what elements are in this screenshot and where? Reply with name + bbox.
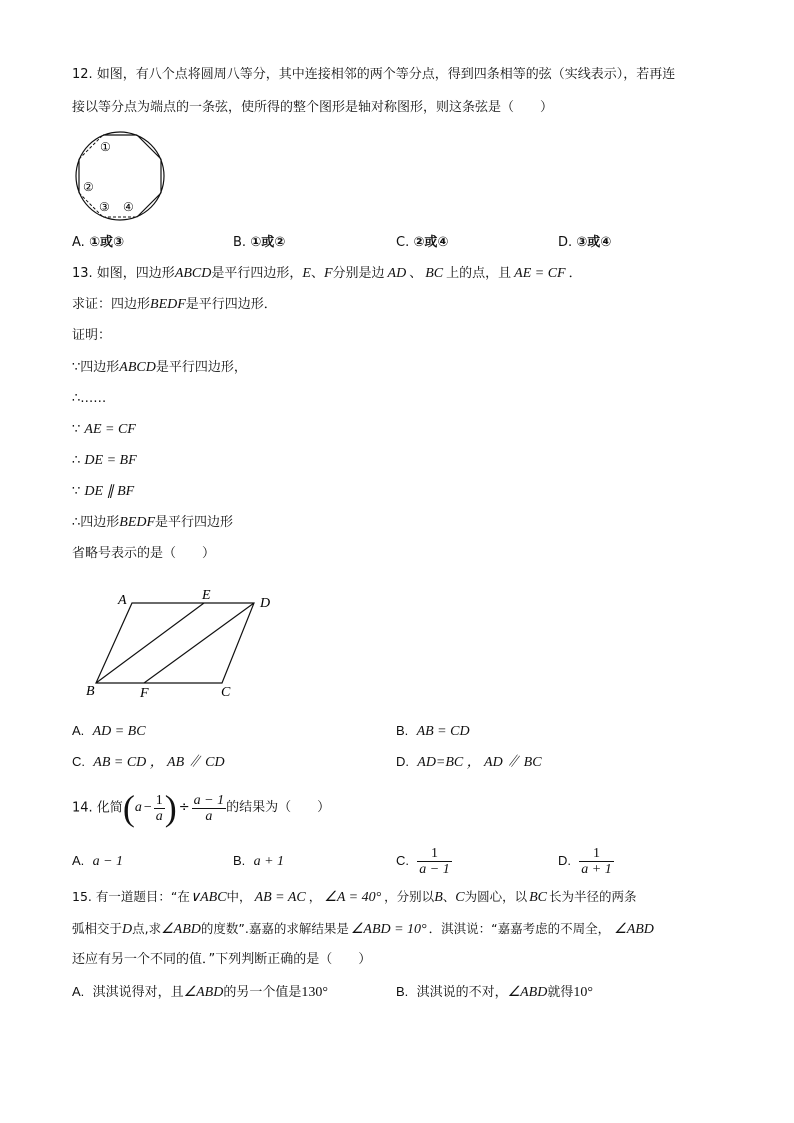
q13-step-5 [72,483,134,501]
math: ∠A = 40° [324,890,382,905]
q13-step-4 [72,452,137,470]
q14-option-b[interactable] [233,852,284,871]
numerator: 1 [417,846,451,862]
text: 是平行四边形 [155,515,234,530]
q13-parallelogram-figure [82,583,282,703]
q12-option-a[interactable] [72,234,124,252]
label-e: E [202,588,211,603]
denominator: a + 1 [581,861,612,877]
text: 的结果为（ ） [226,800,331,815]
option-letter: C. [396,853,409,868]
q14-option-c[interactable] [396,842,452,881]
q12-option-d[interactable] [558,234,611,252]
math: D [122,922,133,937]
text: ∵四边形 [72,360,120,375]
text: 的另一个值是 [223,985,302,1000]
q12-octagon-circle-figure [68,130,172,222]
text: 、 [310,266,324,281]
text: 长为半径的两条 [549,889,637,904]
text: 淇淇说的不对， [416,985,508,1000]
text: ∴ [72,453,81,468]
text: 是平行四边形， [211,266,303,281]
math: − [143,800,152,815]
math: 130° [301,985,328,1000]
denominator: a [155,808,163,824]
math: F [323,266,333,281]
option-letter: A. [72,235,85,250]
q13-step-6 [72,514,233,532]
option-text: ①或② [250,235,286,250]
q13-step-2: ∴…… [72,391,107,406]
q13-prove-line [72,296,277,314]
text: 、 [442,889,456,904]
math: ∠ABD [507,985,548,1000]
q13-option-d[interactable] [396,753,542,772]
math: BEDF [119,515,156,530]
chord-right-top [137,135,161,159]
option-fraction [579,846,613,877]
text: 中， [226,889,252,904]
q14-line [72,788,330,829]
denominator: a [205,808,213,824]
label-4: ④ [123,200,134,214]
option-text: AD = BC [92,724,146,739]
option-letter: B. [396,723,409,738]
q15-option-a[interactable] [72,983,328,1002]
option-text: AD=BC ， AD ∥ BC [417,755,542,770]
text: 是平行四边形． [185,297,277,312]
circle [76,132,164,220]
text: 就得 [547,985,574,1000]
q13-step-1 [72,359,247,377]
q15-line-3: 还应有另一个不同的值．”下列判断正确的是（ ） [72,952,372,967]
option-letter: B. [233,235,247,250]
math: AE = CF [84,422,136,437]
divide-sign: ÷ [178,800,190,815]
math: ABCD [119,360,156,375]
q12-line-2: 接以等分点为端点的一条弦，使所得的整个图形是轴对称图形，则这条弦是（ ） [72,100,554,115]
option-letter: D. [396,754,409,769]
q12-option-c[interactable] [396,234,448,252]
option-letter: B. [233,853,246,868]
right-paren: ) [164,788,177,828]
q15-line-1 [72,888,637,907]
q13-question: 省略号表示的是（ ） [72,546,216,561]
text: ∵ [72,422,81,437]
math: ∨ABC [189,890,227,905]
option-letter: D. [558,853,571,868]
math: BC [425,266,444,281]
q12-option-b[interactable] [233,234,285,252]
q13-proof-label: 证明： [72,328,112,343]
left-paren: ( [122,788,135,828]
option-letter: D. [558,235,573,250]
text: ∴四边形 [72,515,120,530]
math: DE = BF [84,453,137,468]
option-text: a − 1 [92,854,124,869]
math: ∠ABD [161,922,201,937]
text: 、 [409,266,423,281]
option-text: ①或③ [88,235,124,250]
math: B [434,890,443,905]
option-letter: A. [72,853,85,868]
text: 求证：四边形 [72,297,151,312]
parallelogram [96,603,254,683]
segment-be [96,603,204,683]
text: 14. 化简 [72,800,123,816]
option-text: AB = CD ， AB ∥ CD [93,755,225,770]
math: BEDF [150,297,186,312]
option-letter: C. [396,235,410,250]
option-letter: A. [72,984,85,999]
text: ， [308,889,322,904]
label-a: A [118,593,127,608]
text: 是平行四边形， [155,360,247,375]
label-f: F [140,686,149,701]
text: ，分别以 [384,889,435,904]
q13-option-a[interactable] [72,722,146,741]
option-text: ②或④ [413,235,449,250]
fraction-a-minus-1-over-a [192,793,226,824]
q13-option-c[interactable] [72,753,225,772]
math: BC [529,890,548,905]
option-letter: A. [72,723,85,738]
numerator: 1 [579,846,613,862]
math: a [134,800,142,815]
label-b: B [86,684,95,699]
text: 弧相交于 [72,921,123,936]
label-2: ② [83,180,94,194]
q13-option-b[interactable] [396,722,470,741]
q13-step-3 [72,421,136,439]
math: C [455,890,465,905]
text: 点,求 [132,921,162,936]
text: ．淇淇说：“嘉嘉考虑的不周全， [428,921,611,936]
math: DE ∥ BF [84,484,135,499]
math: AE = CF [514,266,566,281]
text: 为圆心，以 [464,889,528,904]
fraction-1-over-a [154,793,165,824]
q15-line-2 [72,920,654,939]
text: ∵ [72,484,81,499]
text: 分别是边 [332,266,385,281]
option-fraction [417,846,451,877]
q13-line-1 [72,265,582,283]
math: ∠ABD [183,985,224,1000]
math: E [302,266,311,281]
label-d: D [260,596,271,611]
numerator: a − 1 [193,792,225,808]
label-1: ① [100,140,111,154]
math: AD [387,266,407,281]
text: 13. 如图，四边形 [72,266,175,281]
chord-right-bottom [137,193,161,217]
numerator: 1 [155,792,163,808]
label-3: ③ [99,200,110,214]
option-letter: C. [72,754,85,769]
option-text: AB = CD [416,724,470,739]
text: 15. 有一道题目：“在 [72,889,190,904]
q12-line-1: 12. 如图，有八个点将圆周八等分，其中连接相邻的两个等分点，得到四条相等的弦（实线表示），若再连 [72,67,676,82]
option-text: a + 1 [253,854,285,869]
math: ∠ABD [614,922,654,937]
option-text: ③或④ [576,235,612,250]
text: 的度数”.嘉嘉的求解结果是 [200,921,349,936]
label-c: C [221,685,231,700]
option-letter: B. [396,984,409,999]
q14-option-d[interactable] [558,842,614,881]
q14-option-a[interactable] [72,852,123,871]
math: ∠ABD = 10° [350,922,427,937]
text: 上的点，且 [446,266,512,281]
text: 淇淇说得对，且 [92,985,184,1000]
text: ． [568,266,582,281]
math: 10° [573,985,593,1000]
math: AB = AC [254,890,306,905]
denominator: a − 1 [419,861,450,877]
q15-option-b[interactable] [396,983,593,1002]
math: ABCD [174,266,212,281]
